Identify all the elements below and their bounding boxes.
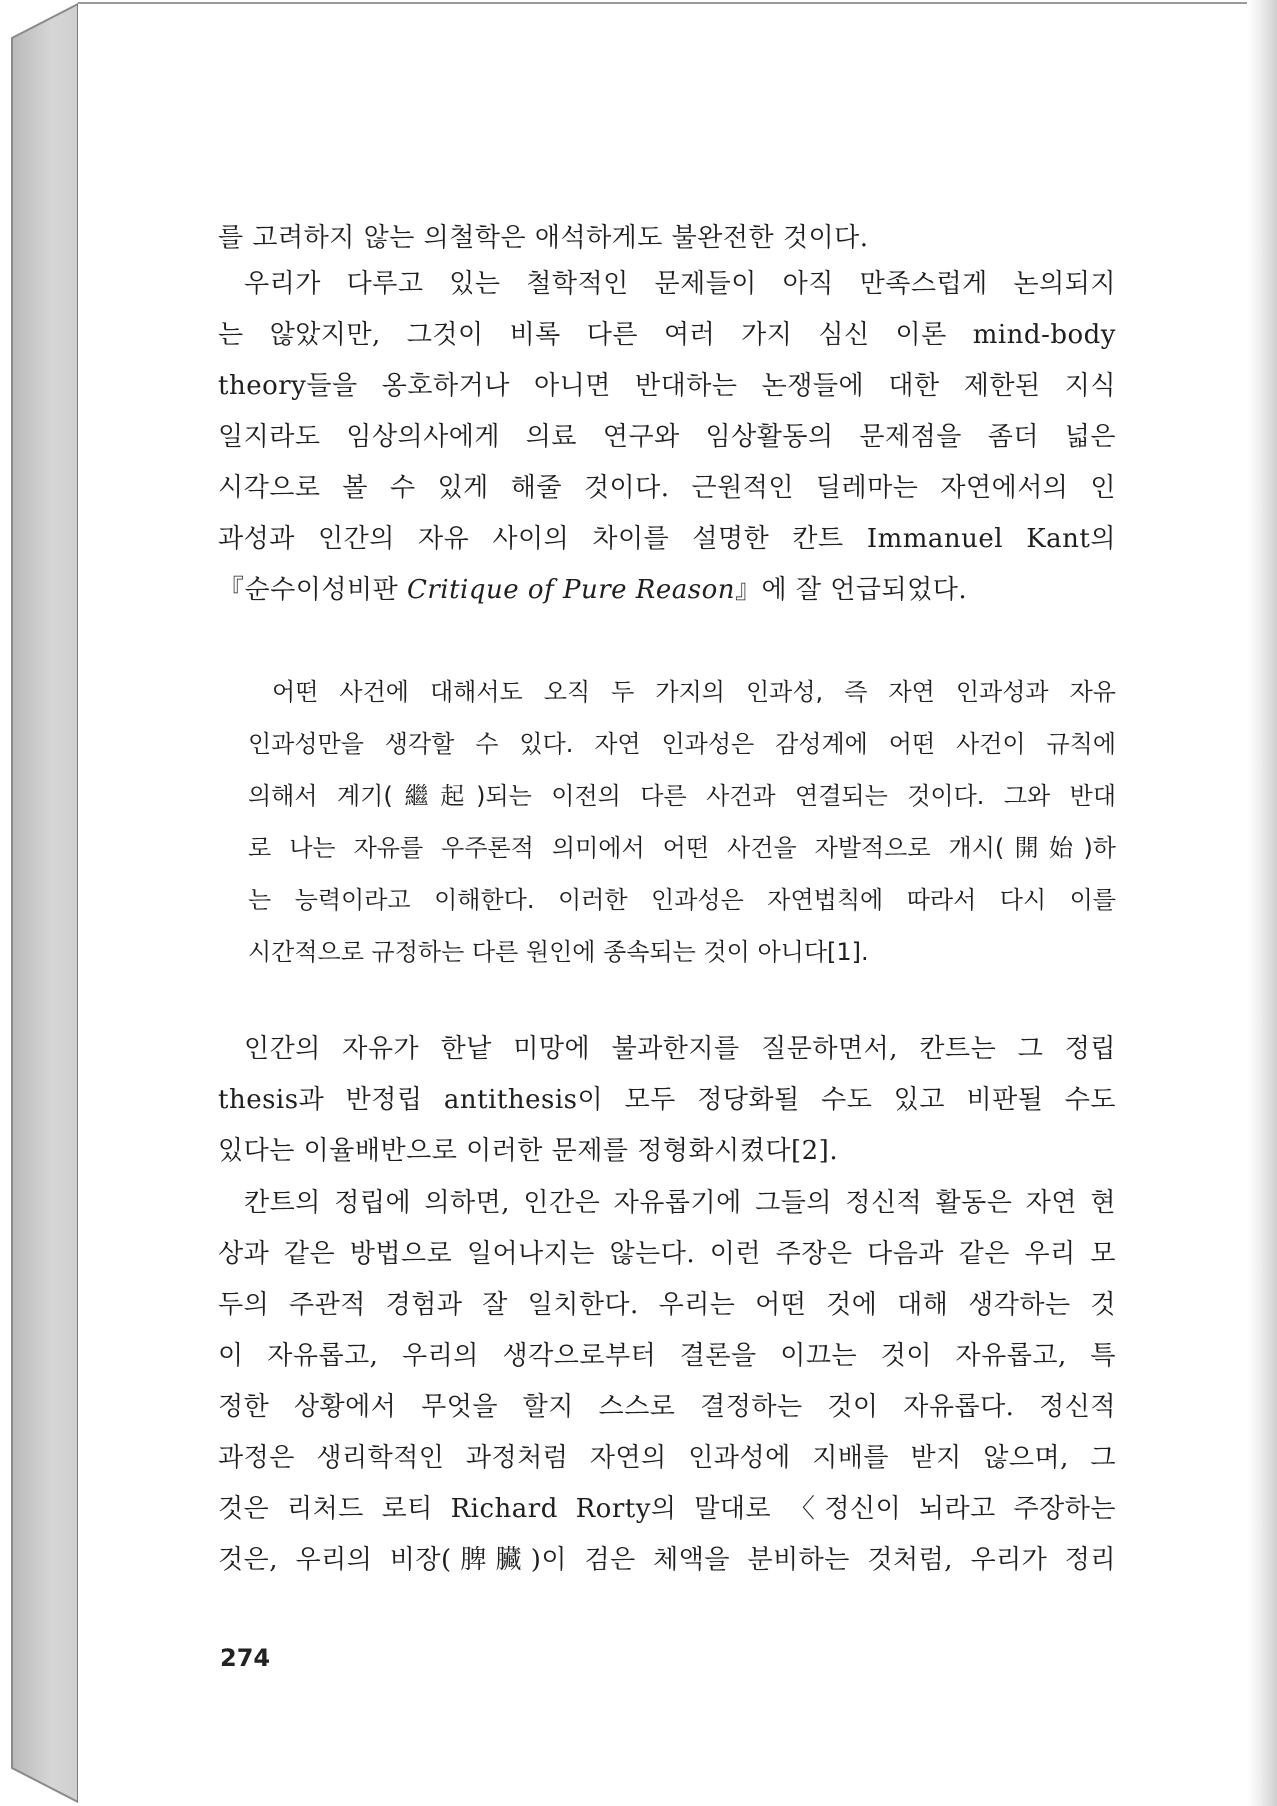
text-line: 정한 상황에서 무엇을 할지 스스로 결정하는 것이 자유롭다. 정신적 [218, 1392, 1116, 1422]
page-right-edge-shadow [1247, 0, 1277, 1806]
paragraph-antinomy [218, 1024, 1116, 1177]
quote-line: 인과성만을 생각할 수 있다. 자연 인과성은 감성계에 어떤 사건이 규칙에 [248, 730, 1116, 758]
text-line: 칸트의 정립에 의하면, 인간은 자유롭기에 그들의 정신적 활동은 자연 현 [244, 1188, 1116, 1218]
text-line: 두의 주관적 경험과 잘 일치한다. 우리는 어떤 것에 대해 생각하는 것 [218, 1290, 1116, 1320]
text-line: 것은, 우리의 비장(脾臟)이 검은 체액을 분비하는 것처럼, 우리가 정리 [218, 1545, 1116, 1575]
text-line: 과정은 생리학적인 과정처럼 자연의 인과성에 지배를 받지 않으며, 그 [218, 1443, 1116, 1473]
book-title-open: 『순수이성비판 [218, 575, 407, 605]
quote-line: 의해서 계기(繼起)되는 이전의 다른 사건과 연결되는 것이다. 그와 반대 [248, 782, 1116, 810]
book-title-close: 』에 잘 언급되었다. [734, 575, 968, 605]
page-number: 274 [220, 1644, 271, 1672]
paragraph-dilemma [218, 259, 1116, 616]
text-line: 상과 같은 방법으로 일어나지는 않는다. 이런 주장은 다음과 같은 우리 모 [218, 1239, 1116, 1269]
block-quote [248, 666, 1116, 978]
quote-line: 는 능력이라고 이해한다. 이러한 인과성은 자연법칙에 따라서 다시 이를 [248, 886, 1116, 914]
text-line: 우리가 다루고 있는 철학적인 문제들이 아직 만족스럽게 논의되지 [244, 269, 1116, 299]
book-title-line [218, 565, 1116, 616]
text-line: 있다는 이율배반으로 이러한 문제를 정형화시켰다[2]. [218, 1136, 839, 1166]
quote-line: 로 나는 자유를 우주론적 의미에서 어떤 사건을 자발적으로 개시(開始)하 [248, 834, 1116, 862]
text-line: theory들을 옹호하거나 아니면 반대하는 논쟁들에 대한 제한된 지식 [218, 371, 1116, 401]
quote-line: 어떤 사건에 대해서도 오직 두 가지의 인과성, 즉 자연 인과성과 자유 [272, 678, 1116, 706]
text-line: 인간의 자유가 한낱 미망에 불과한지를 질문하면서, 칸트는 그 정립 [244, 1034, 1116, 1064]
text-line: 시각으로 볼 수 있게 해줄 것이다. 근원적인 딜레마는 자연에서의 인 [218, 473, 1116, 503]
book-title-english: Critique of Pure Reason [406, 575, 735, 605]
text-line: 를 고려하지 않는 의철학은 애석하게도 불완전한 것이다. [218, 223, 869, 253]
paragraph-continuation [218, 213, 1116, 264]
text-line: 는 않았지만, 그것이 비록 다른 여러 가지 심신 이론 mind-body [218, 320, 1116, 350]
text-line: 이 자유롭고, 우리의 생각으로부터 결론을 이끄는 것이 자유롭고, 특 [218, 1341, 1116, 1371]
text-line: thesis과 반정립 antithesis이 모두 정당화될 수도 있고 비판될 수도 [218, 1085, 1116, 1115]
quote-line: 시간적으로 규정하는 다른 원인에 종속되는 것이 아니다[1]. [248, 938, 869, 966]
paragraph-thesis [218, 1178, 1116, 1586]
book-spine [0, 0, 90, 1806]
text-line: 일지라도 임상의사에게 의료 연구와 임상활동의 문제점을 좀더 넓은 [218, 422, 1116, 452]
text-line: 과성과 인간의 자유 사이의 차이를 설명한 칸트 Immanuel Kant의 [218, 524, 1116, 554]
text-line: 것은 리처드 로티 Richard Rorty의 말대로 〈정신이 뇌라고 주장하는 [218, 1494, 1116, 1524]
